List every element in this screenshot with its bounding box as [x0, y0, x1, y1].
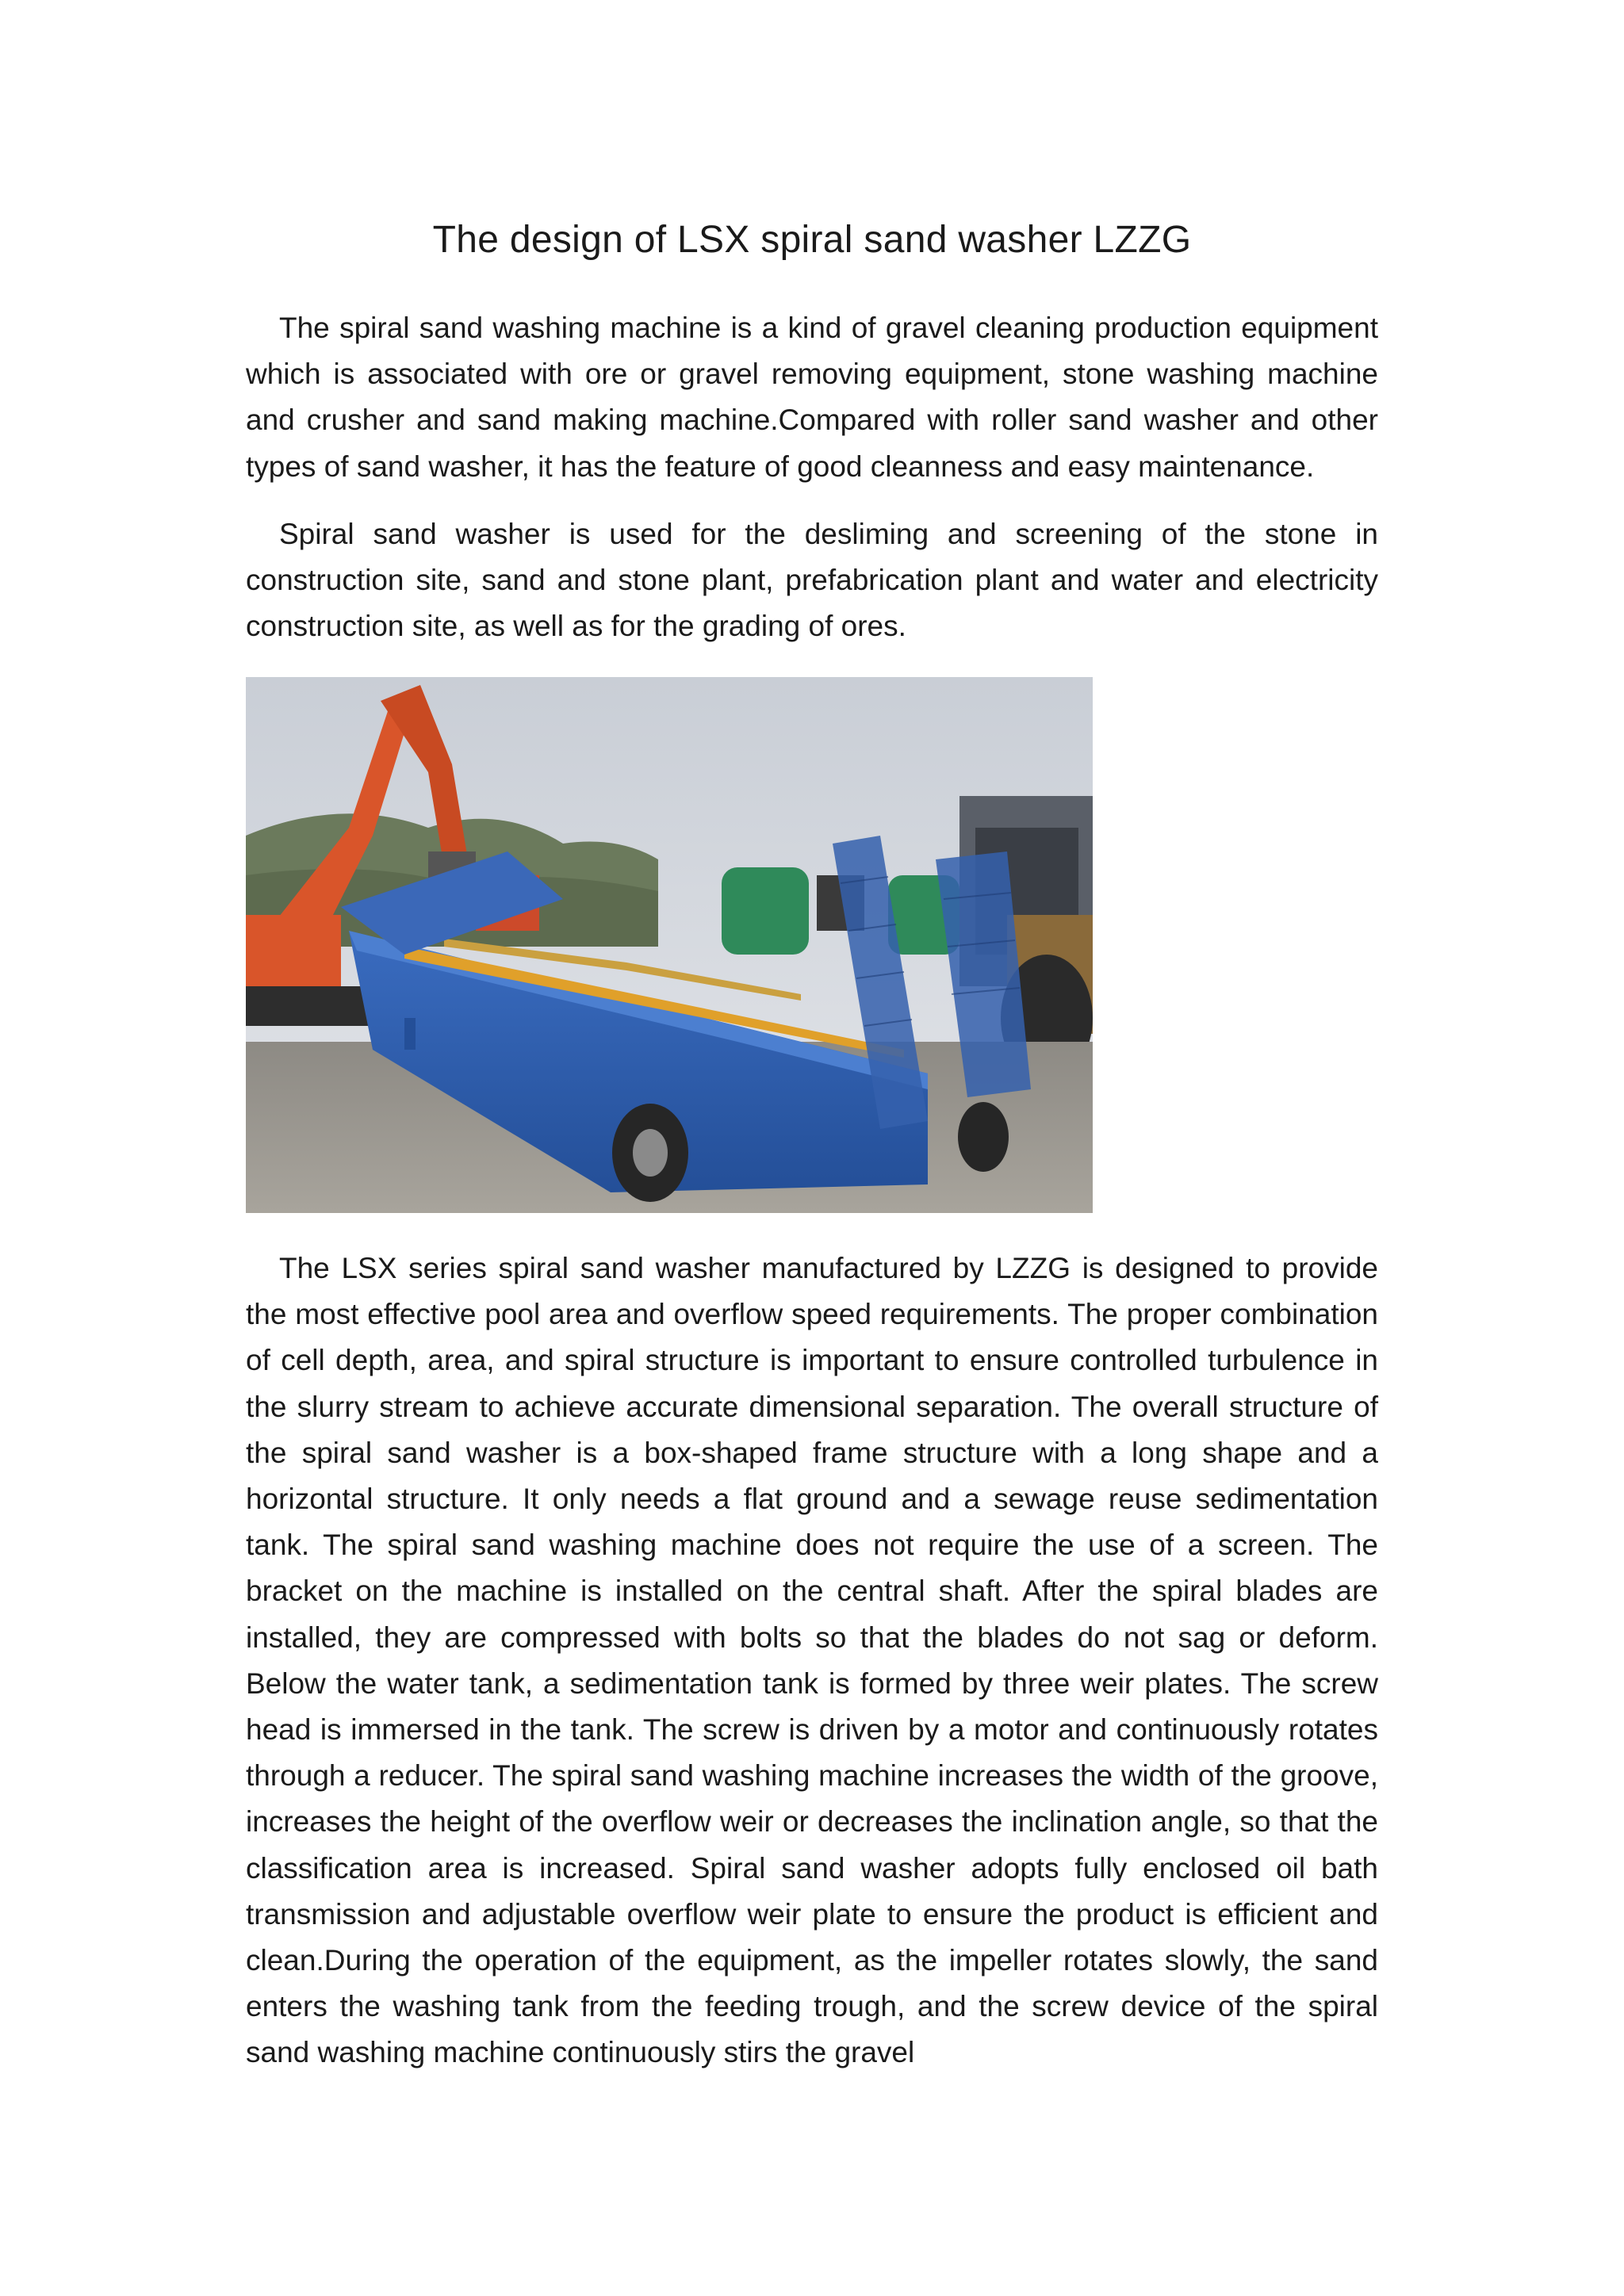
- paragraph-intro: The spiral sand washing machine is a kind of gravel cleaning production equipment which is associated with ore or gravel removing equipment, stone washing machine and crusher and sand making machine.Compared with roller sand washer and other types of sand washer, it has the feature of good cleanness and easy maintenance.: [246, 312, 1378, 483]
- page-title: The design of LSX spiral sand washer LZZG: [432, 219, 1192, 261]
- document-page: [246, 0, 1378, 2296]
- sand-washer-photo: [246, 677, 1093, 1213]
- paragraph-usage: Spiral sand washer is used for the desliming and screening of the stone in construction site, sand and stone plant, prefabrication plant and water and electricity construction site, as well as for the grading of ores.: [246, 518, 1378, 643]
- paragraph-design: The LSX series spiral sand washer manufactured by LZZG is designed to provide the most effective pool area and overflow speed requirements. The proper combination of cell depth, area, and spiral structure is important to ensure controlled turbulence in the slurry stream to achieve accurate dimensional separation. The overall structure of the spiral sand washer is a box-shaped frame structure with a long shape and a horizontal structure. It only needs a flat ground and a sewage reuse sedimentation tank. The spiral sand washing machine does not require the use of a screen. The bracket on the machine is installed on the central shaft. After the spiral blades are installed, they are compressed with bolts so that the blades do not sag or deform. Below the water tank, a sedimentation tank is formed by three weir plates. The screw head is immersed in the tank. The screw is driven by a motor and continuously rotates through a reducer. The spiral sand washing machine increases the width of the groove, increases the height of the overflow weir or decreases the inclination angle, so that the classification area is increased. Spiral sand washer adopts fully enclosed oil bath transmission and adjustable overflow weir plate to ensure the product is efficient and clean.During the operation of the equipment, as the impeller rotates slowly, the sand enters the washing tank from the feeding trough, and the screw device of the spiral sand washing machine continuously stirs the gravel: [246, 1252, 1378, 2069]
